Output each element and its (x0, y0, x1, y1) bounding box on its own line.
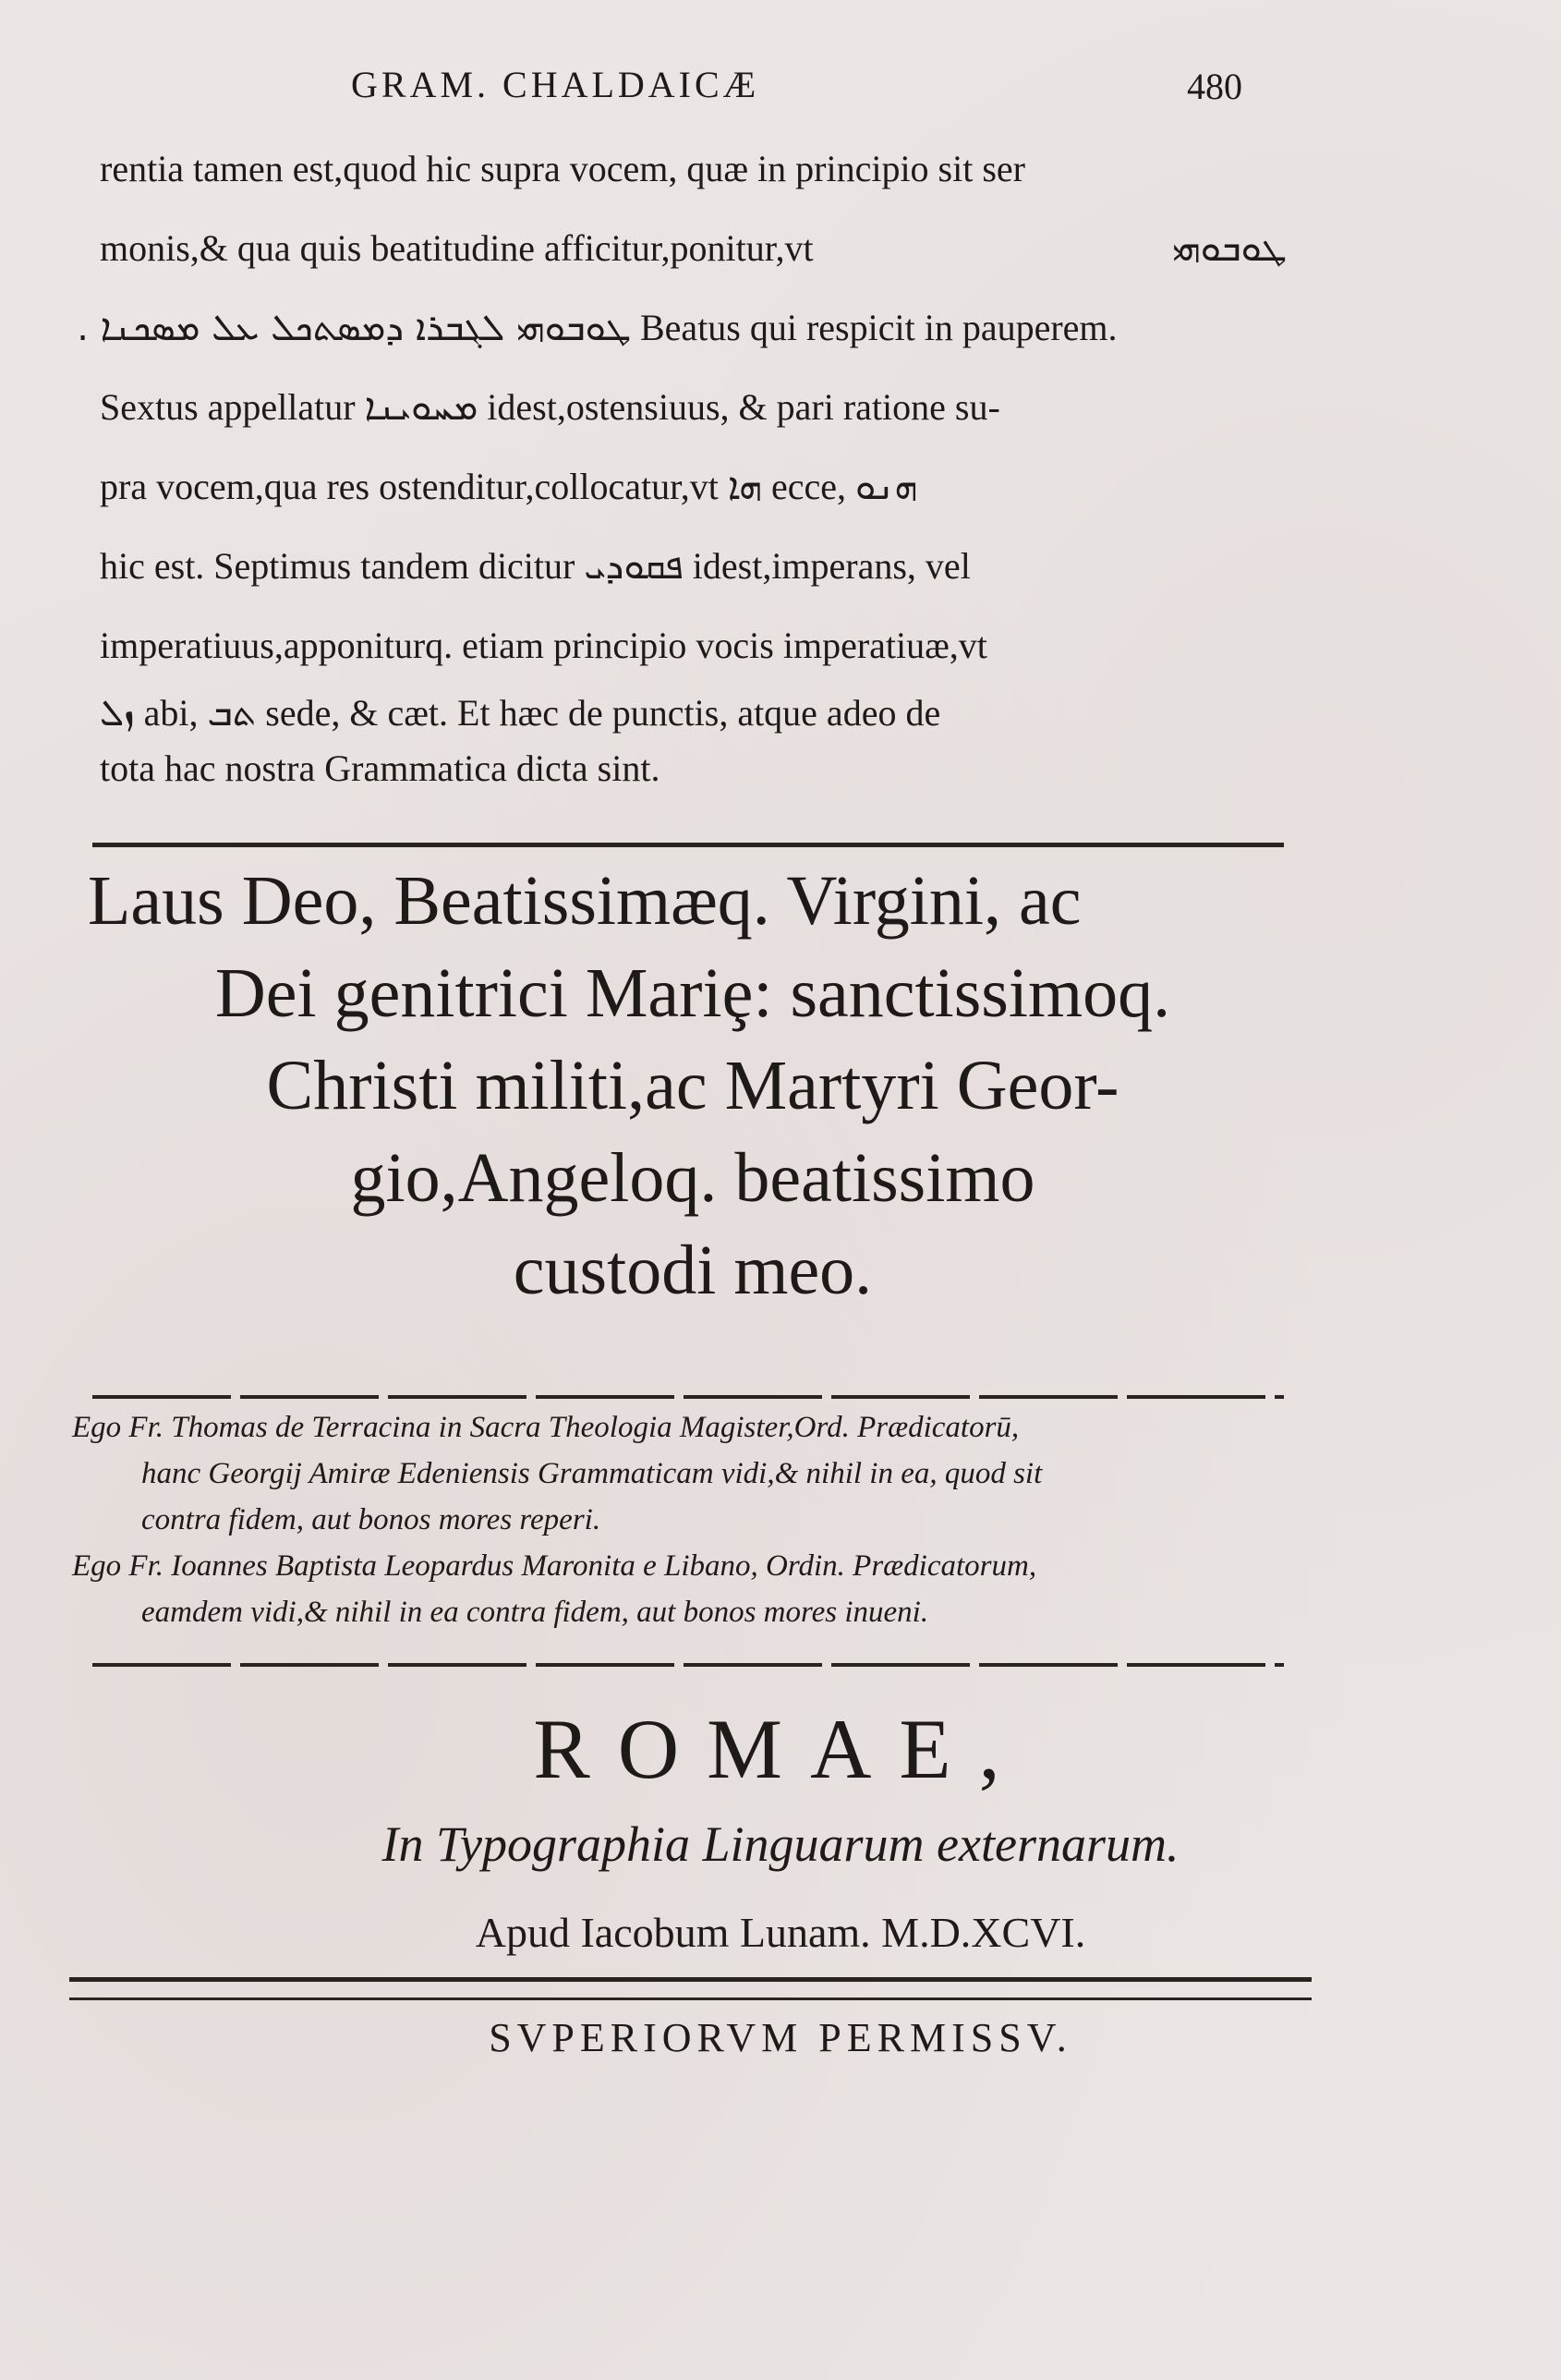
approval-line: contra fidem, aut bonos mores reperi. (141, 1503, 601, 1536)
latin-text: tota hac nostra Grammatica dicta sint. (100, 747, 660, 789)
syriac-word: ܗܢܘ (855, 466, 918, 508)
text-line-5 (100, 447, 1287, 527)
imprint-printer-date: Apud Iacobum Lunam. M.D.XCVI. (475, 1909, 1086, 1956)
dedication-line: Christi militi,ac Martyri Geor- (266, 1047, 1119, 1124)
horizontal-rule (92, 1395, 1284, 1399)
text-line-6 (100, 527, 1287, 606)
latin-text: Sextus appellatur (100, 386, 356, 428)
syriac-phrase: ܛܘܒܘܗܝ ܠܓܒܪܐ ܕܡܣܬܟܠ ܥܠ ܡܣܟܢܐ . (77, 307, 631, 349)
text-line-7 (100, 606, 1287, 686)
approval-line: Ego Fr. Ioannes Baptista Leopardus Maronita e Libano, Ordin. Prædicatorum, (72, 1549, 1037, 1583)
imprint-press: In Typographia Linguarum externarum. (381, 1816, 1180, 1872)
dedication-line: custodi meo. (513, 1232, 873, 1309)
body-text (77, 129, 1287, 796)
latin-text: sede, & cæt. Et hæc de punctis, atque adeo de (265, 692, 941, 734)
text-line-4 (100, 368, 1287, 447)
latin-text: monis,& qua quis beatitudine afficitur,ponitur,vt (100, 227, 814, 269)
horizontal-rule (92, 843, 1284, 847)
text-line-2 (100, 209, 1287, 288)
approval-line: eamdem vidi,& nihil in ea contra fidem, aut bonos mores inueni. (141, 1596, 929, 1629)
page-number: 480 (1187, 66, 1242, 107)
latin-text: hic est. Septimus tandem dicitur (100, 545, 575, 587)
syriac-word: ܗܐ (727, 466, 762, 508)
imprint-permission: SVPERIORVM PERMISSV. (489, 2015, 1072, 2060)
dedication-line: Dei genitrici Mariȩ: sanctissimoq. (214, 954, 1171, 1032)
syriac-word: ܙܠ (100, 692, 135, 735)
latin-text: rentia tamen est,quod hic supra vocem, quæ in principio sit ser (100, 148, 1025, 189)
latin-text: ecce, (771, 466, 847, 507)
latin-text: idest,imperans, vel (692, 545, 971, 587)
horizontal-rule (69, 1977, 1312, 1982)
text-line-3 (77, 288, 1287, 368)
laus-dedication (88, 855, 1298, 1317)
horizontal-rule (69, 1998, 1312, 2000)
imprint-city: ROMAE, (533, 1702, 1028, 1796)
text-line-8 (100, 686, 1287, 741)
latin-text: imperatiuus,apponiturq. etiam principio vocis imperatiuæ,vt (100, 625, 987, 666)
dedication-line: gio,Angeloq. beatissimo (350, 1139, 1035, 1217)
imprimatur-approvals (72, 1404, 1319, 1635)
latin-text: idest,ostensiuus, & pari ratione su- (487, 386, 1000, 428)
horizontal-rule (92, 1663, 1284, 1667)
text-line-1 (100, 129, 1287, 209)
latin-text: pra vocem,qua res ostenditur,collocatur,vt (100, 466, 719, 507)
syriac-word: ܬܒ (207, 692, 257, 735)
running-title: GRAM. CHALDAICÆ (351, 64, 760, 105)
syriac-word: ܡܚܘܝܢܐ (364, 386, 478, 429)
syriac-word: ܛܘܒܘܗܝ (1172, 227, 1287, 270)
latin-text: abi, (143, 692, 199, 734)
latin-text: Beatus qui respicit in pauperem. (640, 307, 1118, 348)
approval-line: Ego Fr. Thomas de Terracina in Sacra Theologia Magister,Ord. Prædicatorū, (72, 1411, 1020, 1444)
syriac-word: ܦܩܘܕܝ (584, 545, 684, 588)
approval-line: hanc Georgij Amiræ Edeniensis Grammaticam vidi,& nihil in ea, quod sit (141, 1457, 1043, 1490)
dedication-line: Laus Deo, Beatissimæq. Virgini, ac (88, 862, 1082, 940)
text-line-9 (100, 741, 1287, 796)
